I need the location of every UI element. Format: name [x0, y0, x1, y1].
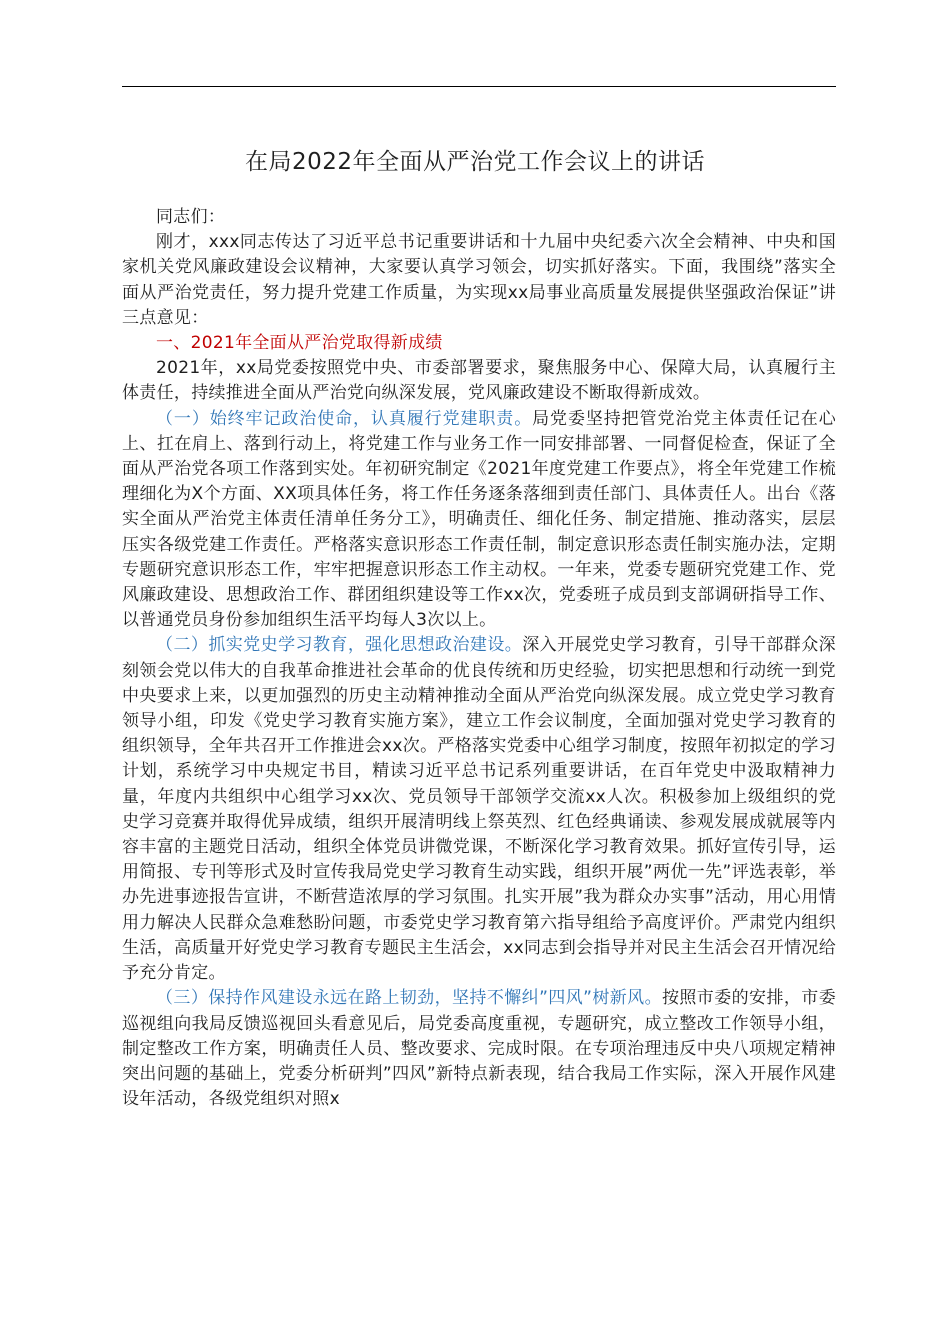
document-title: 在局2022年全面从严治党工作会议上的讲话: [244, 149, 706, 175]
salutation: 同志们：: [156, 207, 226, 227]
subsection-heading: （三）保持作风建设永远在路上韧劲，坚持不懈纠”四风”树新风。: [156, 988, 662, 1009]
document-body: [122, 205, 836, 1112]
subsection-body: 按照市委的安排，市委巡视组向我局反馈巡视回头看意见后，局党委高度重视，专题研究，成立整改工作领导小组，制定整改工作方案，明确责任人员、整改要求、完成时限。在专项治理违反中央八项规定精神突出问题的基础上，党委分析研判”四风”新特点新表现，结合我局工作实际，深入开展作风建设年活动，各级党组织对照x: [122, 988, 836, 1110]
section-heading: 一、2021年全面从严治党取得新成绩: [156, 333, 443, 354]
intro-paragraph: 刚才，xxx同志传达了习近平总书记重要讲话和十九届中央纪委六次全会精神、中央和国家机关党风廉政建设会议精神，大家要认真学习领会，切实抓好落实。下面，我围绕”落实全面从严治党责任，努力提升党建工作质量，为实现xx局事业高质量发展提供坚强政治保证”讲三点意见：: [122, 232, 836, 328]
subsection-paragraph: [122, 407, 836, 634]
subsection-paragraph: [122, 986, 836, 1112]
header-rule: [122, 86, 836, 87]
subsection-paragraph: [122, 633, 836, 986]
section-summary: 2021年，xx局党委按照党中央、市委部署要求，聚焦服务中心、保障大局，认真履行主体责任，持续推进全面从严治党向纵深发展，党风廉政建设不断取得新成效。: [122, 358, 836, 404]
subsection-heading: （二）抓实党史学习教育，强化思想政治建设。: [156, 635, 523, 656]
subsection-heading: （一）始终牢记政治使命，认真履行党建职责。: [156, 408, 533, 429]
subsection-body: 深入开展党史学习教育，引导干部群众深刻领会党以伟大的自我革命推进社会革命的优良传统和历史经验，切实把思想和行动统一到党中央要求上来，以更加强烈的历史主动精神推动全面从严治党向纵深发展。成立党史学习教育领导小组，印发《党史学习教育实施方案》，建立工作会议制度，全面加强对党史学习教育的组织领导，全年共召开工作推进会xx次。严格落实党委中心组学习制度，按照年初拟定的学习计划，系统学习中央规定书目，精读习近平总书记系列重要讲话，在百年党史中汲取精神力量，年度内共组织中心组学习xx次、党员领导干部领学交流xx人次。积极参加上级组织的党史学习竞赛并取得优异成绩，组织开展清明线上祭英烈、红色经典诵读、参观发展成就展等内容丰富的主题党日活动，组织全体党员讲微党课，不断深化学习教育效果。抓好宣传引导，运用简报、专刊等形式及时宣传我局党史学习教育生动实践，组织开展”两优一先”评选表彰，举办先进事迹报告宣讲，不断营造浓厚的学习氛围。扎实开展”我为群众办实事”活动，用心用情用力解决人民群众急难愁盼问题，市委党史学习教育第六指导组给予高度评价。严肃党内组织生活，高质量开好党史学习教育专题民主生活会，xx同志到会指导并对民主生活会召开情况给予充分肯定。: [122, 635, 836, 984]
subsection-body: 局党委坚持把管党治党主体责任记在心上、扛在肩上、落到行动上，将党建工作与业务工作一同安排部署、一同督促检查，保证了全面从严治党各项工作落到实处。年初研究制定《2021年度党建工作要点》，将全年党建工作梳理细化为X个方面、XX项具体任务，将工作任务逐条落细到责任部门、具体责任人。出台《落实全面从严治党主体责任清单任务分工》，明确责任、细化任务、制定措施、推动落实，层层压实各级党建工作责任。严格落实意识形态工作责任制，制定意识形态责任制实施办法，定期专题研究意识形态工作，牢牢把握意识形态工作主动权。一年来，党委专题研究党建工作、党风廉政建设、思想政治工作、群团组织建设等工作xx次，党委班子成员到支部调研指导工作、以普通党员身份参加组织生活平均每人3次以上。: [122, 408, 836, 631]
